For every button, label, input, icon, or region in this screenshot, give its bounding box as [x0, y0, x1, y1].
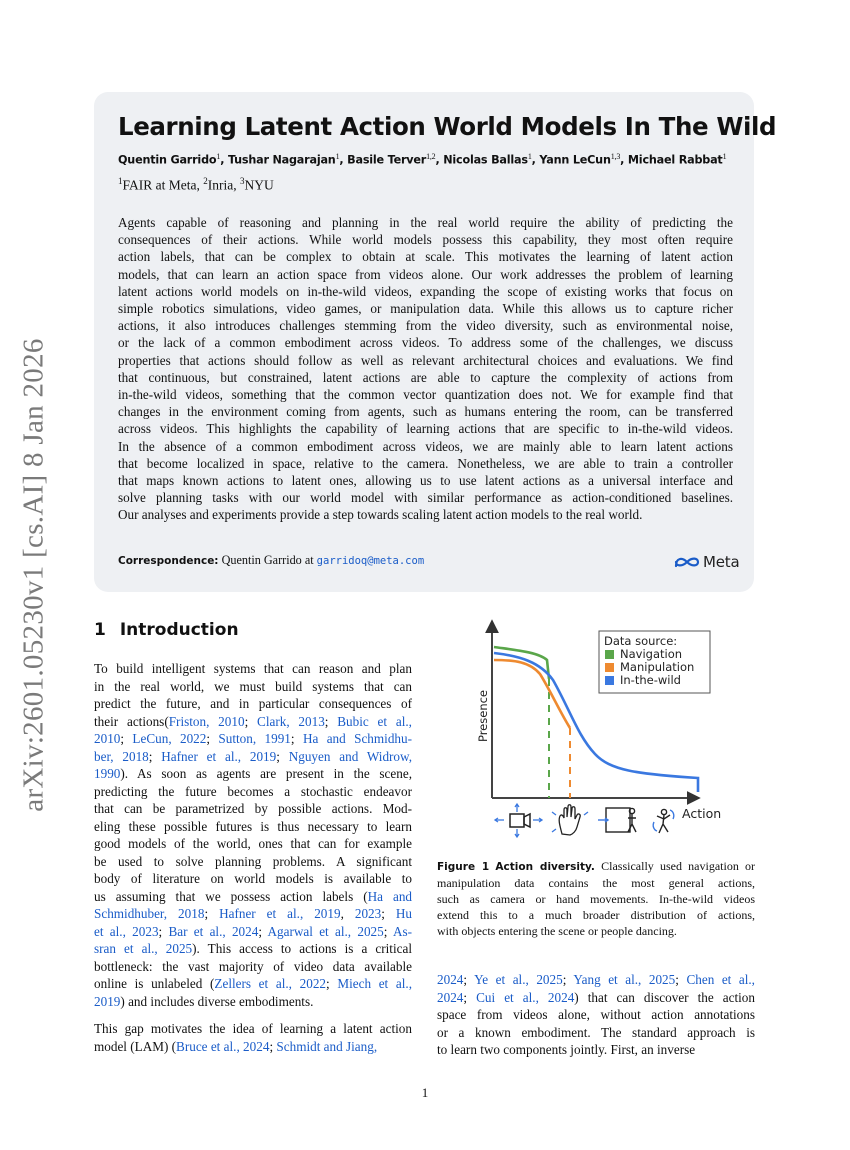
text-run: ; — [258, 923, 268, 939]
citation-link[interactable]: Friston, 2010 — [168, 713, 245, 729]
abstract-line: Our analyses and experiments provide a step towards scaling latent action models to the real world. — [118, 507, 643, 523]
text-line — [94, 818, 412, 836]
citation-link[interactable]: Bar et al., 2024 — [168, 923, 259, 939]
correspondence-label: Correspondence: — [118, 555, 219, 567]
paragraph — [94, 660, 412, 1010]
text-run: ; — [158, 923, 169, 939]
legend-swatch — [605, 663, 614, 672]
text-line — [94, 678, 412, 696]
text-run: us assuming that we possess action labels ( — [94, 888, 368, 904]
text-line — [437, 1024, 755, 1042]
legend-label: Manipulation — [620, 660, 695, 674]
abstract-line: or the lack of a common embodiment across videos. To address some of the challenges, we discuss — [118, 335, 733, 351]
text-run: online is unlabeled ( — [94, 976, 215, 991]
text-line — [94, 993, 412, 1011]
text-run: ; — [148, 748, 162, 764]
text-run: body of literature on world models is available to — [94, 871, 412, 886]
author-name: Nicolas Ballas — [443, 153, 528, 167]
citation-link[interactable]: LeCun, 2022 — [132, 731, 207, 746]
citation-link[interactable]: Schmidhuber, 2018 — [94, 906, 205, 921]
affiliation-name: Inria — [207, 177, 234, 193]
abstract-line: consequences of their actions. While world models possess this capability, they most often require — [118, 232, 733, 248]
paragraph-gap — [94, 1010, 412, 1020]
caption-text: Classically used navigation or — [601, 859, 756, 873]
text-line — [94, 748, 412, 766]
text-line — [437, 971, 755, 989]
citation-link[interactable]: Bruce et al., 2024 — [176, 1038, 270, 1054]
caption-line — [437, 875, 755, 891]
text-line — [94, 765, 412, 783]
abstract-line: that become localized in space, relative to the camera. Nonetheless, we are able to train a controller — [118, 455, 733, 471]
section-title: Introduction — [119, 620, 239, 640]
text-line — [94, 783, 412, 801]
text-run: eling these possible futures is thus necessary to learn — [94, 818, 412, 834]
correspondence-email[interactable]: garridoq@meta.com — [316, 555, 425, 567]
citation-link[interactable]: Hu — [395, 906, 412, 921]
text-run: ; — [562, 972, 574, 987]
abstract-line: changes in the environment coming from agents, such as humans entering the room, can be transferred — [118, 404, 733, 420]
citation-link[interactable]: Miech et al., — [337, 976, 412, 991]
text-line — [94, 695, 412, 713]
caption-title: Action diversity. — [495, 861, 595, 873]
affiliation-name: FAIR at Meta — [122, 177, 197, 193]
text-run: that can be parametrized by possible actions. Mod- — [94, 801, 412, 816]
citation-link[interactable]: sran et al., 2025 — [94, 941, 193, 956]
text-run: ; — [326, 976, 338, 991]
citation-link[interactable]: Yang et al., 2025 — [573, 972, 676, 987]
correspondence-name: Quentin Garrido at — [221, 553, 314, 567]
legend-swatch — [605, 676, 614, 685]
citation-link[interactable]: Agarwal et al., 2025 — [267, 923, 384, 939]
manipulation-curve — [494, 660, 570, 728]
text-line — [94, 1020, 412, 1038]
text-run: ). This access to actions is a critical — [192, 941, 412, 956]
author-affiliation-mark: 1 — [527, 152, 532, 161]
text-run: ) that can discover the action — [574, 989, 755, 1005]
author-affiliation-mark: 1 — [335, 152, 340, 161]
text-run: predict the future, and in particular consequences of — [94, 696, 412, 711]
affiliation-number: 3 — [239, 176, 245, 186]
left-column-text — [94, 660, 412, 1055]
text-run: ). As soon as agents are present in the scene, — [120, 766, 412, 781]
author-affiliation-mark: 1,2 — [426, 152, 436, 161]
abstract-line: models, that can learn an action space from videos alone. Our work addresses the problem of learning — [118, 266, 733, 282]
text-line — [437, 1041, 755, 1059]
text-run: or a known embodiment. The standard approach is — [437, 1024, 755, 1040]
text-run: To build intelligent systems that can reason and plan — [94, 661, 412, 676]
correspondence — [118, 553, 424, 568]
text-run: in the real world, we must build systems that can — [94, 678, 412, 694]
caption-text: such as camera or hand movements. In-the-wild videos — [437, 892, 755, 906]
text-line — [94, 853, 412, 871]
author-affiliation-mark: 1,3 — [610, 152, 621, 161]
caption-label: Figure 1 — [437, 861, 490, 873]
arxiv-sidebar — [8, 330, 60, 820]
text-run: ) and includes diverse embodiments. — [120, 993, 314, 1009]
caption-line — [437, 907, 755, 923]
text-run: ; — [463, 972, 475, 987]
text-run: bottleneck: the vast majority of video data available — [94, 958, 412, 974]
text-run: ; — [324, 713, 338, 729]
affiliations: $^1$FAIR at Meta, $^2$Inria, $^3$NYU — [118, 176, 274, 193]
figure-caption — [437, 858, 755, 939]
legend-label: Navigation — [620, 647, 683, 661]
hand-action-icon — [552, 805, 588, 835]
author-affiliation-mark: 1 — [722, 152, 727, 161]
legend — [599, 631, 710, 693]
text-run: ; — [269, 1038, 277, 1054]
author-name: Michael Rabbat — [627, 153, 723, 167]
camera-action-icon — [495, 804, 542, 837]
citation-link[interactable]: Ye et al., 2025 — [474, 972, 563, 987]
citation-link[interactable]: ber, 2018 — [94, 748, 149, 764]
abstract-line: in-the-wild videos, something that the common vector quantization does not. We for example find that — [118, 387, 733, 403]
text-line — [94, 958, 412, 976]
abstract-line: In the absence of a common embodiment across videos, we are mainly able to learn latent actions — [118, 438, 733, 454]
abstract-line: Agents capable of reasoning and planning in the real world require the ability of predicting the — [118, 215, 733, 230]
text-run: , — [340, 906, 355, 921]
text-line — [437, 989, 755, 1007]
text-line — [94, 940, 412, 958]
dancing-person-icon — [653, 809, 674, 833]
paper-title: Learning Latent Action World Models In The Wild — [118, 112, 777, 141]
caption-text: with objects entering the scene or people dancing. — [437, 924, 677, 938]
text-run: good models of the world, ones that can for example — [94, 836, 412, 851]
caption-line — [437, 891, 755, 907]
affiliation-name: NYU — [244, 177, 274, 193]
text-run: model (LAM) ( — [94, 1038, 177, 1054]
citation-link[interactable]: Hafner et al., 2019 — [219, 906, 341, 921]
author-name: Yann LeCun — [539, 153, 611, 167]
text-line — [94, 923, 412, 941]
text-line — [94, 800, 412, 818]
person-entering-icon — [598, 808, 636, 832]
citation-link[interactable]: et al., 2023 — [94, 923, 159, 939]
text-line — [94, 730, 412, 748]
citation-link[interactable]: Zellers et al., 2022 — [214, 976, 327, 991]
abstract-line: across videos. This highlights the capability of learning actions that are specific to in-the-wild videos. — [118, 421, 733, 437]
text-run: ; — [675, 972, 687, 987]
text-run: their actions( — [94, 713, 169, 729]
text-run: ; — [204, 906, 220, 921]
text-line — [94, 870, 412, 888]
text-line — [94, 660, 412, 678]
caption-line — [437, 923, 755, 939]
text-line — [94, 905, 412, 923]
text-line — [94, 835, 412, 853]
text-run: be used to solve planning problems. A significant — [94, 853, 412, 869]
citation-link[interactable]: 2024 — [437, 972, 464, 987]
abstract-line: actions, it also introduces challenges stemming from the video diversity, such as environmental noise, — [118, 318, 733, 334]
text-line — [437, 1006, 755, 1024]
affiliation-number: 1 — [118, 176, 123, 186]
abstract-line: latent actions world models on in-the-wild videos, expanding the scope of existing works that focus on — [118, 283, 733, 299]
caption-line — [437, 858, 755, 875]
text-run: ; — [463, 989, 477, 1005]
text-run: ; — [276, 748, 289, 764]
abstract-line: that maps known actions to latent ones, allowing us to use latent actions as a universal interface and — [118, 473, 733, 489]
text-line — [94, 1038, 412, 1056]
x-axis-label: Action — [682, 806, 722, 821]
text-run: predicting the future becomes a stochastic endeavor — [94, 783, 412, 799]
caption-text: manipulation data contains the most general actions, — [437, 876, 755, 890]
citation-link[interactable]: Ha and Schmidhu- — [302, 731, 412, 746]
text-line — [94, 888, 412, 906]
citation-link[interactable]: Clark, 2013 — [257, 713, 325, 729]
citation-link[interactable]: Chen et al., — [686, 972, 755, 987]
right-column-text — [437, 971, 755, 1059]
author-list: Quentin Garrido$^1$, Tushar Nagarajan$^1$, Basile Terver$^{1,2}$, Nicolas Ballas$^1$, Yann LeCun$^{1,3}$, Michael Rabbat$^1$ — [118, 152, 727, 167]
text-run: ; — [120, 731, 133, 746]
text-run: space from videos alone, without action annotations — [437, 1007, 755, 1022]
caption-text: extend this to a much broader distribution of actions, — [437, 908, 755, 922]
page-number: 1 — [421, 1085, 429, 1100]
citation-link[interactable]: As- — [392, 923, 412, 939]
citation-link[interactable]: Schmidt and Jiang, — [276, 1038, 378, 1054]
text-run: ; — [383, 923, 393, 939]
text-run: This gap motivates the idea of learning a latent action — [94, 1021, 412, 1036]
section-heading — [94, 620, 239, 640]
abstract-text — [118, 214, 733, 524]
y-axis-label: Presence — [476, 689, 490, 743]
citation-link[interactable]: 2023 — [354, 906, 382, 921]
citation-link[interactable]: Nguyen and Widrow, — [288, 748, 412, 764]
text-run: ; — [244, 713, 258, 729]
affiliation-number: 2 — [203, 176, 208, 186]
abstract-line: solve planning tasks with our world model with similar performance as action-conditioned baselines. — [118, 490, 733, 506]
citation-link[interactable]: 2024 — [437, 989, 464, 1005]
text-run: ; — [206, 731, 219, 746]
legend-label: In-the-wild — [620, 673, 681, 687]
citation-link[interactable]: Ha and — [367, 888, 413, 904]
abstract-line: action labels, that can be complex to obtain at scale. This motivates the learning of latent action — [118, 249, 733, 265]
abstract-line: properties that actions should follow as well as relevant architectural choices and evaluations. We find — [118, 352, 733, 368]
arxiv-id: arXiv:2601.05230v1 [cs.AI] 8 Jan 2026 — [17, 338, 50, 812]
paragraph — [94, 1020, 412, 1055]
author-affiliation-mark: 1 — [216, 152, 221, 161]
text-run: ; — [381, 906, 396, 921]
legend-title: Data source: — [604, 634, 678, 648]
section-number: 1 — [94, 620, 106, 640]
citation-link[interactable]: 2010 — [94, 731, 121, 746]
citation-link[interactable]: Cui et al., 2024 — [476, 989, 575, 1005]
author-name: Basile Terver — [347, 153, 427, 167]
meta-logo — [673, 552, 739, 572]
figure-1 — [460, 612, 750, 852]
abstract-line: that continuous, but constrained, latent actions are able to capture the complexity of actions from — [118, 369, 733, 385]
text-run: ; — [290, 731, 303, 746]
meta-logo-text: Meta — [703, 553, 740, 571]
meta-infinity-icon — [673, 555, 701, 569]
text-line — [94, 713, 412, 731]
text-run: to learn two components jointly. First, an inverse — [437, 1042, 696, 1057]
abstract-line: simple robotics simulations, video games, or manipulation data. While this allows us to capture richer — [118, 301, 733, 317]
citation-link[interactable]: Hafner et al., 2019 — [161, 748, 277, 764]
text-line — [94, 975, 412, 993]
action-diversity-plot — [460, 612, 750, 852]
legend-swatch — [605, 650, 614, 659]
citation-link[interactable]: Bubic et al., — [337, 713, 412, 729]
author-name: Quentin Garrido — [118, 153, 217, 167]
citation-link[interactable]: 1990 — [94, 766, 121, 781]
citation-link[interactable]: 2019 — [94, 993, 121, 1009]
citation-link[interactable]: Sutton, 1991 — [218, 731, 291, 746]
author-name: Tushar Nagarajan — [227, 153, 336, 167]
